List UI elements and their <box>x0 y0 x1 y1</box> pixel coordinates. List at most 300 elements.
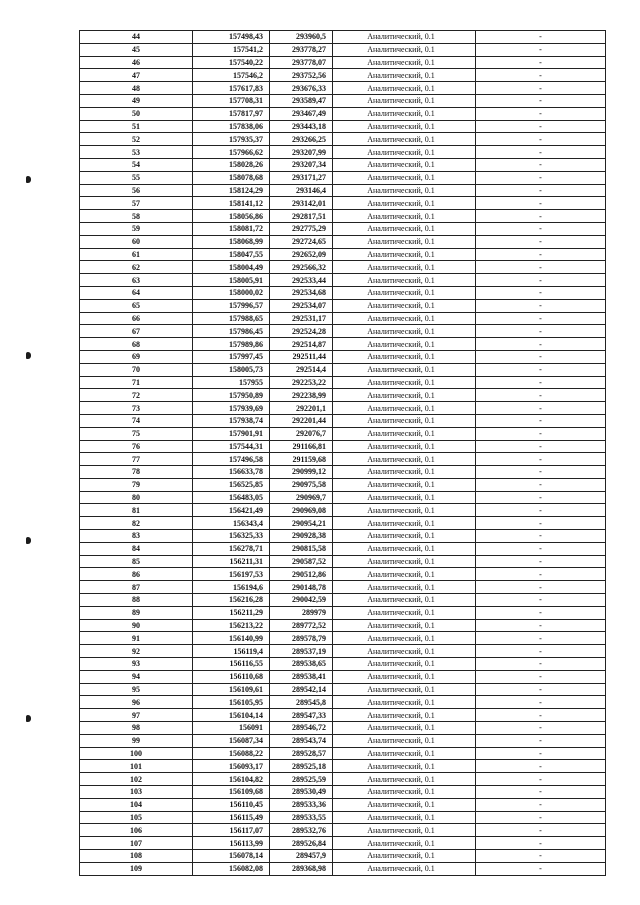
y-coordinate-cell: 293960,5 <box>270 31 333 44</box>
x-coordinate-cell: 156278,71 <box>193 542 270 555</box>
x-coordinate-cell: 156140,99 <box>193 632 270 645</box>
x-coordinate-cell: 158047,55 <box>193 248 270 261</box>
description-cell: - <box>476 478 606 491</box>
point-number-cell: 60 <box>80 235 193 248</box>
x-coordinate-cell: 158081,72 <box>193 222 270 235</box>
point-number-cell: 109 <box>80 862 193 875</box>
y-coordinate-cell: 293266,25 <box>270 133 333 146</box>
y-coordinate-cell: 292201,44 <box>270 414 333 427</box>
point-number-cell: 61 <box>80 248 193 261</box>
table-row <box>80 568 606 581</box>
point-number-cell: 96 <box>80 696 193 709</box>
method-accuracy-cell: Аналитический, 0.1 <box>333 120 476 133</box>
y-coordinate-cell: 292724,65 <box>270 235 333 248</box>
method-accuracy-cell: Аналитический, 0.1 <box>333 453 476 466</box>
y-coordinate-cell: 289542,14 <box>270 683 333 696</box>
description-cell: - <box>476 402 606 415</box>
point-number-cell: 44 <box>80 31 193 44</box>
y-coordinate-cell: 290954,21 <box>270 517 333 530</box>
description-cell: - <box>476 299 606 312</box>
point-number-cell: 102 <box>80 773 193 786</box>
description-cell: - <box>476 94 606 107</box>
point-number-cell: 74 <box>80 414 193 427</box>
description-cell: - <box>476 427 606 440</box>
y-coordinate-cell: 293467,49 <box>270 107 333 120</box>
description-cell: - <box>476 363 606 376</box>
y-coordinate-cell: 291159,68 <box>270 453 333 466</box>
y-coordinate-cell: 293142,01 <box>270 197 333 210</box>
x-coordinate-cell: 158004,49 <box>193 261 270 274</box>
point-number-cell: 99 <box>80 734 193 747</box>
point-number-cell: 84 <box>80 542 193 555</box>
point-number-cell: 81 <box>80 504 193 517</box>
method-accuracy-cell: Аналитический, 0.1 <box>333 798 476 811</box>
x-coordinate-cell: 157939,69 <box>193 402 270 415</box>
y-coordinate-cell: 292534,07 <box>270 299 333 312</box>
method-accuracy-cell: Аналитический, 0.1 <box>333 286 476 299</box>
description-cell: - <box>476 645 606 658</box>
description-cell: - <box>476 722 606 735</box>
y-coordinate-cell: 289525,59 <box>270 773 333 786</box>
method-accuracy-cell: Аналитический, 0.1 <box>333 683 476 696</box>
point-number-cell: 62 <box>80 261 193 274</box>
point-number-cell: 51 <box>80 120 193 133</box>
x-coordinate-cell: 157544,31 <box>193 440 270 453</box>
point-number-cell: 52 <box>80 133 193 146</box>
y-coordinate-cell: 290815,58 <box>270 542 333 555</box>
method-accuracy-cell: Аналитический, 0.1 <box>333 350 476 363</box>
table-row <box>80 670 606 683</box>
y-coordinate-cell: 289538,41 <box>270 670 333 683</box>
x-coordinate-cell: 158005,73 <box>193 363 270 376</box>
y-coordinate-cell: 293443,18 <box>270 120 333 133</box>
y-coordinate-cell: 292533,44 <box>270 274 333 287</box>
x-coordinate-cell: 158005,91 <box>193 274 270 287</box>
point-number-cell: 107 <box>80 837 193 850</box>
y-coordinate-cell: 289457,9 <box>270 850 333 863</box>
y-coordinate-cell: 290975,58 <box>270 478 333 491</box>
point-number-cell: 86 <box>80 568 193 581</box>
x-coordinate-cell: 156115,49 <box>193 811 270 824</box>
method-accuracy-cell: Аналитический, 0.1 <box>333 786 476 799</box>
y-coordinate-cell: 290969,08 <box>270 504 333 517</box>
x-coordinate-cell: 158028,26 <box>193 158 270 171</box>
point-number-cell: 89 <box>80 606 193 619</box>
table-row <box>80 504 606 517</box>
point-number-cell: 106 <box>80 824 193 837</box>
description-cell: - <box>476 107 606 120</box>
x-coordinate-cell: 157996,57 <box>193 299 270 312</box>
method-accuracy-cell: Аналитический, 0.1 <box>333 504 476 517</box>
method-accuracy-cell: Аналитический, 0.1 <box>333 619 476 632</box>
table-row <box>80 171 606 184</box>
x-coordinate-cell: 158068,99 <box>193 235 270 248</box>
x-coordinate-cell: 156211,31 <box>193 555 270 568</box>
point-number-cell: 65 <box>80 299 193 312</box>
point-number-cell: 63 <box>80 274 193 287</box>
point-number-cell: 72 <box>80 389 193 402</box>
method-accuracy-cell: Аналитический, 0.1 <box>333 69 476 82</box>
table-row <box>80 555 606 568</box>
method-accuracy-cell: Аналитический, 0.1 <box>333 837 476 850</box>
method-accuracy-cell: Аналитический, 0.1 <box>333 427 476 440</box>
y-coordinate-cell: 292253,22 <box>270 376 333 389</box>
point-number-cell: 85 <box>80 555 193 568</box>
description-cell: - <box>476 171 606 184</box>
description-cell: - <box>476 389 606 402</box>
x-coordinate-cell: 156483,05 <box>193 491 270 504</box>
method-accuracy-cell: Аналитический, 0.1 <box>333 862 476 875</box>
description-cell: - <box>476 760 606 773</box>
y-coordinate-cell: 292514,87 <box>270 338 333 351</box>
y-coordinate-cell: 289533,36 <box>270 798 333 811</box>
x-coordinate-cell: 156117,07 <box>193 824 270 837</box>
table-row <box>80 338 606 351</box>
x-coordinate-cell: 157997,45 <box>193 350 270 363</box>
method-accuracy-cell: Аналитический, 0.1 <box>333 709 476 722</box>
x-coordinate-cell: 156213,22 <box>193 619 270 632</box>
description-cell: - <box>476 798 606 811</box>
point-number-cell: 87 <box>80 581 193 594</box>
point-number-cell: 103 <box>80 786 193 799</box>
table-row <box>80 696 606 709</box>
punch-hole-mark <box>26 537 31 544</box>
y-coordinate-cell: 292531,17 <box>270 312 333 325</box>
description-cell: - <box>476 632 606 645</box>
method-accuracy-cell: Аналитический, 0.1 <box>333 158 476 171</box>
description-cell: - <box>476 43 606 56</box>
method-accuracy-cell: Аналитический, 0.1 <box>333 658 476 671</box>
y-coordinate-cell: 289979 <box>270 606 333 619</box>
method-accuracy-cell: Аналитический, 0.1 <box>333 107 476 120</box>
point-number-cell: 91 <box>80 632 193 645</box>
x-coordinate-cell: 157950,89 <box>193 389 270 402</box>
point-number-cell: 76 <box>80 440 193 453</box>
table-row <box>80 363 606 376</box>
table-row <box>80 645 606 658</box>
description-cell: - <box>476 670 606 683</box>
point-number-cell: 92 <box>80 645 193 658</box>
x-coordinate-cell: 156105,95 <box>193 696 270 709</box>
table-row <box>80 619 606 632</box>
table-row <box>80 850 606 863</box>
point-number-cell: 88 <box>80 594 193 607</box>
method-accuracy-cell: Аналитический, 0.1 <box>333 363 476 376</box>
table-row <box>80 376 606 389</box>
x-coordinate-cell: 156211,29 <box>193 606 270 619</box>
method-accuracy-cell: Аналитический, 0.1 <box>333 325 476 338</box>
method-accuracy-cell: Аналитический, 0.1 <box>333 82 476 95</box>
method-accuracy-cell: Аналитический, 0.1 <box>333 824 476 837</box>
description-cell: - <box>476 517 606 530</box>
table-row <box>80 235 606 248</box>
x-coordinate-cell: 156110,45 <box>193 798 270 811</box>
description-cell: - <box>476 440 606 453</box>
description-cell: - <box>476 82 606 95</box>
method-accuracy-cell: Аналитический, 0.1 <box>333 338 476 351</box>
method-accuracy-cell: Аналитический, 0.1 <box>333 248 476 261</box>
point-number-cell: 57 <box>80 197 193 210</box>
point-number-cell: 105 <box>80 811 193 824</box>
method-accuracy-cell: Аналитический, 0.1 <box>333 222 476 235</box>
y-coordinate-cell: 293676,33 <box>270 82 333 95</box>
x-coordinate-cell: 158000,02 <box>193 286 270 299</box>
method-accuracy-cell: Аналитический, 0.1 <box>333 542 476 555</box>
point-number-cell: 93 <box>80 658 193 671</box>
table-row <box>80 184 606 197</box>
table-row <box>80 440 606 453</box>
y-coordinate-cell: 293752,56 <box>270 69 333 82</box>
x-coordinate-cell: 156110,68 <box>193 670 270 683</box>
method-accuracy-cell: Аналитический, 0.1 <box>333 402 476 415</box>
x-coordinate-cell: 156325,33 <box>193 530 270 543</box>
point-number-cell: 71 <box>80 376 193 389</box>
table-row <box>80 581 606 594</box>
description-cell: - <box>476 120 606 133</box>
method-accuracy-cell: Аналитический, 0.1 <box>333 670 476 683</box>
table-row <box>80 133 606 146</box>
punch-hole-mark <box>26 176 31 183</box>
method-accuracy-cell: Аналитический, 0.1 <box>333 568 476 581</box>
description-cell: - <box>476 31 606 44</box>
description-cell: - <box>476 146 606 159</box>
y-coordinate-cell: 292511,44 <box>270 350 333 363</box>
x-coordinate-cell: 156421,49 <box>193 504 270 517</box>
point-number-cell: 68 <box>80 338 193 351</box>
y-coordinate-cell: 289538,65 <box>270 658 333 671</box>
method-accuracy-cell: Аналитический, 0.1 <box>333 146 476 159</box>
method-accuracy-cell: Аналитический, 0.1 <box>333 184 476 197</box>
table-row <box>80 299 606 312</box>
description-cell: - <box>476 197 606 210</box>
point-number-cell: 95 <box>80 683 193 696</box>
table-row <box>80 197 606 210</box>
x-coordinate-cell: 156082,08 <box>193 862 270 875</box>
point-number-cell: 45 <box>80 43 193 56</box>
y-coordinate-cell: 293146,4 <box>270 184 333 197</box>
table-row <box>80 402 606 415</box>
y-coordinate-cell: 291166,81 <box>270 440 333 453</box>
x-coordinate-cell: 156078,14 <box>193 850 270 863</box>
table-row <box>80 542 606 555</box>
table-row <box>80 773 606 786</box>
point-number-cell: 90 <box>80 619 193 632</box>
method-accuracy-cell: Аналитический, 0.1 <box>333 133 476 146</box>
table-row <box>80 517 606 530</box>
method-accuracy-cell: Аналитический, 0.1 <box>333 555 476 568</box>
point-number-cell: 55 <box>80 171 193 184</box>
description-cell: - <box>476 69 606 82</box>
x-coordinate-cell: 158056,86 <box>193 210 270 223</box>
method-accuracy-cell: Аналитический, 0.1 <box>333 376 476 389</box>
x-coordinate-cell: 157989,86 <box>193 338 270 351</box>
table-row <box>80 274 606 287</box>
y-coordinate-cell: 293778,07 <box>270 56 333 69</box>
punch-hole-mark <box>26 715 31 722</box>
x-coordinate-cell: 156104,14 <box>193 709 270 722</box>
point-number-cell: 47 <box>80 69 193 82</box>
y-coordinate-cell: 293589,47 <box>270 94 333 107</box>
x-coordinate-cell: 157546,2 <box>193 69 270 82</box>
description-cell: - <box>476 312 606 325</box>
method-accuracy-cell: Аналитический, 0.1 <box>333 414 476 427</box>
method-accuracy-cell: Аналитический, 0.1 <box>333 594 476 607</box>
method-accuracy-cell: Аналитический, 0.1 <box>333 31 476 44</box>
point-number-cell: 66 <box>80 312 193 325</box>
description-cell: - <box>476 261 606 274</box>
y-coordinate-cell: 293207,99 <box>270 146 333 159</box>
method-accuracy-cell: Аналитический, 0.1 <box>333 478 476 491</box>
x-coordinate-cell: 157708,31 <box>193 94 270 107</box>
x-coordinate-cell: 156091 <box>193 722 270 735</box>
description-cell: - <box>476 338 606 351</box>
method-accuracy-cell: Аналитический, 0.1 <box>333 210 476 223</box>
x-coordinate-cell: 157617,83 <box>193 82 270 95</box>
method-accuracy-cell: Аналитический, 0.1 <box>333 43 476 56</box>
method-accuracy-cell: Аналитический, 0.1 <box>333 299 476 312</box>
table-row <box>80 632 606 645</box>
x-coordinate-cell: 156109,61 <box>193 683 270 696</box>
table-row <box>80 146 606 159</box>
table-row <box>80 594 606 607</box>
y-coordinate-cell: 290928,38 <box>270 530 333 543</box>
y-coordinate-cell: 289528,57 <box>270 747 333 760</box>
table-row <box>80 222 606 235</box>
point-number-cell: 56 <box>80 184 193 197</box>
x-coordinate-cell: 157938,74 <box>193 414 270 427</box>
description-cell: - <box>476 350 606 363</box>
y-coordinate-cell: 290969,7 <box>270 491 333 504</box>
x-coordinate-cell: 156216,28 <box>193 594 270 607</box>
y-coordinate-cell: 289530,49 <box>270 786 333 799</box>
table-row <box>80 82 606 95</box>
description-cell: - <box>476 504 606 517</box>
table-row <box>80 158 606 171</box>
description-cell: - <box>476 555 606 568</box>
table-row <box>80 798 606 811</box>
method-accuracy-cell: Аналитический, 0.1 <box>333 517 476 530</box>
y-coordinate-cell: 292534,68 <box>270 286 333 299</box>
description-cell: - <box>476 133 606 146</box>
description-cell: - <box>476 581 606 594</box>
method-accuracy-cell: Аналитический, 0.1 <box>333 235 476 248</box>
description-cell: - <box>476 453 606 466</box>
method-accuracy-cell: Аналитический, 0.1 <box>333 760 476 773</box>
description-cell: - <box>476 747 606 760</box>
description-cell: - <box>476 56 606 69</box>
y-coordinate-cell: 289526,84 <box>270 837 333 850</box>
point-number-cell: 108 <box>80 850 193 863</box>
y-coordinate-cell: 289546,72 <box>270 722 333 735</box>
description-cell: - <box>476 491 606 504</box>
y-coordinate-cell: 289578,79 <box>270 632 333 645</box>
description-cell: - <box>476 568 606 581</box>
description-cell: - <box>476 837 606 850</box>
y-coordinate-cell: 292652,09 <box>270 248 333 261</box>
method-accuracy-cell: Аналитический, 0.1 <box>333 197 476 210</box>
method-accuracy-cell: Аналитический, 0.1 <box>333 747 476 760</box>
method-accuracy-cell: Аналитический, 0.1 <box>333 850 476 863</box>
point-number-cell: 59 <box>80 222 193 235</box>
method-accuracy-cell: Аналитический, 0.1 <box>333 696 476 709</box>
table-row <box>80 837 606 850</box>
method-accuracy-cell: Аналитический, 0.1 <box>333 632 476 645</box>
x-coordinate-cell: 157838,06 <box>193 120 270 133</box>
method-accuracy-cell: Аналитический, 0.1 <box>333 56 476 69</box>
description-cell: - <box>476 683 606 696</box>
method-accuracy-cell: Аналитический, 0.1 <box>333 261 476 274</box>
point-number-cell: 75 <box>80 427 193 440</box>
point-number-cell: 49 <box>80 94 193 107</box>
table-row <box>80 478 606 491</box>
description-cell: - <box>476 542 606 555</box>
coordinates-table <box>79 30 606 876</box>
description-cell: - <box>476 184 606 197</box>
description-cell: - <box>476 824 606 837</box>
x-coordinate-cell: 157955 <box>193 376 270 389</box>
point-number-cell: 46 <box>80 56 193 69</box>
description-cell: - <box>476 658 606 671</box>
point-number-cell: 48 <box>80 82 193 95</box>
table-row <box>80 824 606 837</box>
x-coordinate-cell: 156525,85 <box>193 478 270 491</box>
y-coordinate-cell: 292201,1 <box>270 402 333 415</box>
description-cell: - <box>476 862 606 875</box>
y-coordinate-cell: 289525,18 <box>270 760 333 773</box>
x-coordinate-cell: 156109,68 <box>193 786 270 799</box>
point-number-cell: 77 <box>80 453 193 466</box>
description-cell: - <box>476 773 606 786</box>
point-number-cell: 101 <box>80 760 193 773</box>
point-number-cell: 80 <box>80 491 193 504</box>
y-coordinate-cell: 290148,78 <box>270 581 333 594</box>
y-coordinate-cell: 293171,27 <box>270 171 333 184</box>
y-coordinate-cell: 289543,74 <box>270 734 333 747</box>
y-coordinate-cell: 293207,34 <box>270 158 333 171</box>
y-coordinate-cell: 292076,7 <box>270 427 333 440</box>
method-accuracy-cell: Аналитический, 0.1 <box>333 581 476 594</box>
table-row <box>80 107 606 120</box>
punch-hole-mark <box>26 352 31 359</box>
x-coordinate-cell: 156197,53 <box>193 568 270 581</box>
method-accuracy-cell: Аналитический, 0.1 <box>333 491 476 504</box>
description-cell: - <box>476 734 606 747</box>
x-coordinate-cell: 157988,65 <box>193 312 270 325</box>
description-cell: - <box>476 286 606 299</box>
y-coordinate-cell: 292566,32 <box>270 261 333 274</box>
description-cell: - <box>476 414 606 427</box>
x-coordinate-cell: 157901,91 <box>193 427 270 440</box>
table-row <box>80 286 606 299</box>
point-number-cell: 98 <box>80 722 193 735</box>
description-cell: - <box>476 274 606 287</box>
x-coordinate-cell: 157935,37 <box>193 133 270 146</box>
y-coordinate-cell: 289537,19 <box>270 645 333 658</box>
table-row <box>80 466 606 479</box>
table-row <box>80 747 606 760</box>
table-row <box>80 453 606 466</box>
coordinates-table-body <box>80 31 606 876</box>
table-row <box>80 786 606 799</box>
y-coordinate-cell: 290512,86 <box>270 568 333 581</box>
description-cell: - <box>476 376 606 389</box>
table-row <box>80 414 606 427</box>
method-accuracy-cell: Аналитический, 0.1 <box>333 171 476 184</box>
description-cell: - <box>476 606 606 619</box>
y-coordinate-cell: 289545,8 <box>270 696 333 709</box>
table-row <box>80 427 606 440</box>
point-number-cell: 70 <box>80 363 193 376</box>
